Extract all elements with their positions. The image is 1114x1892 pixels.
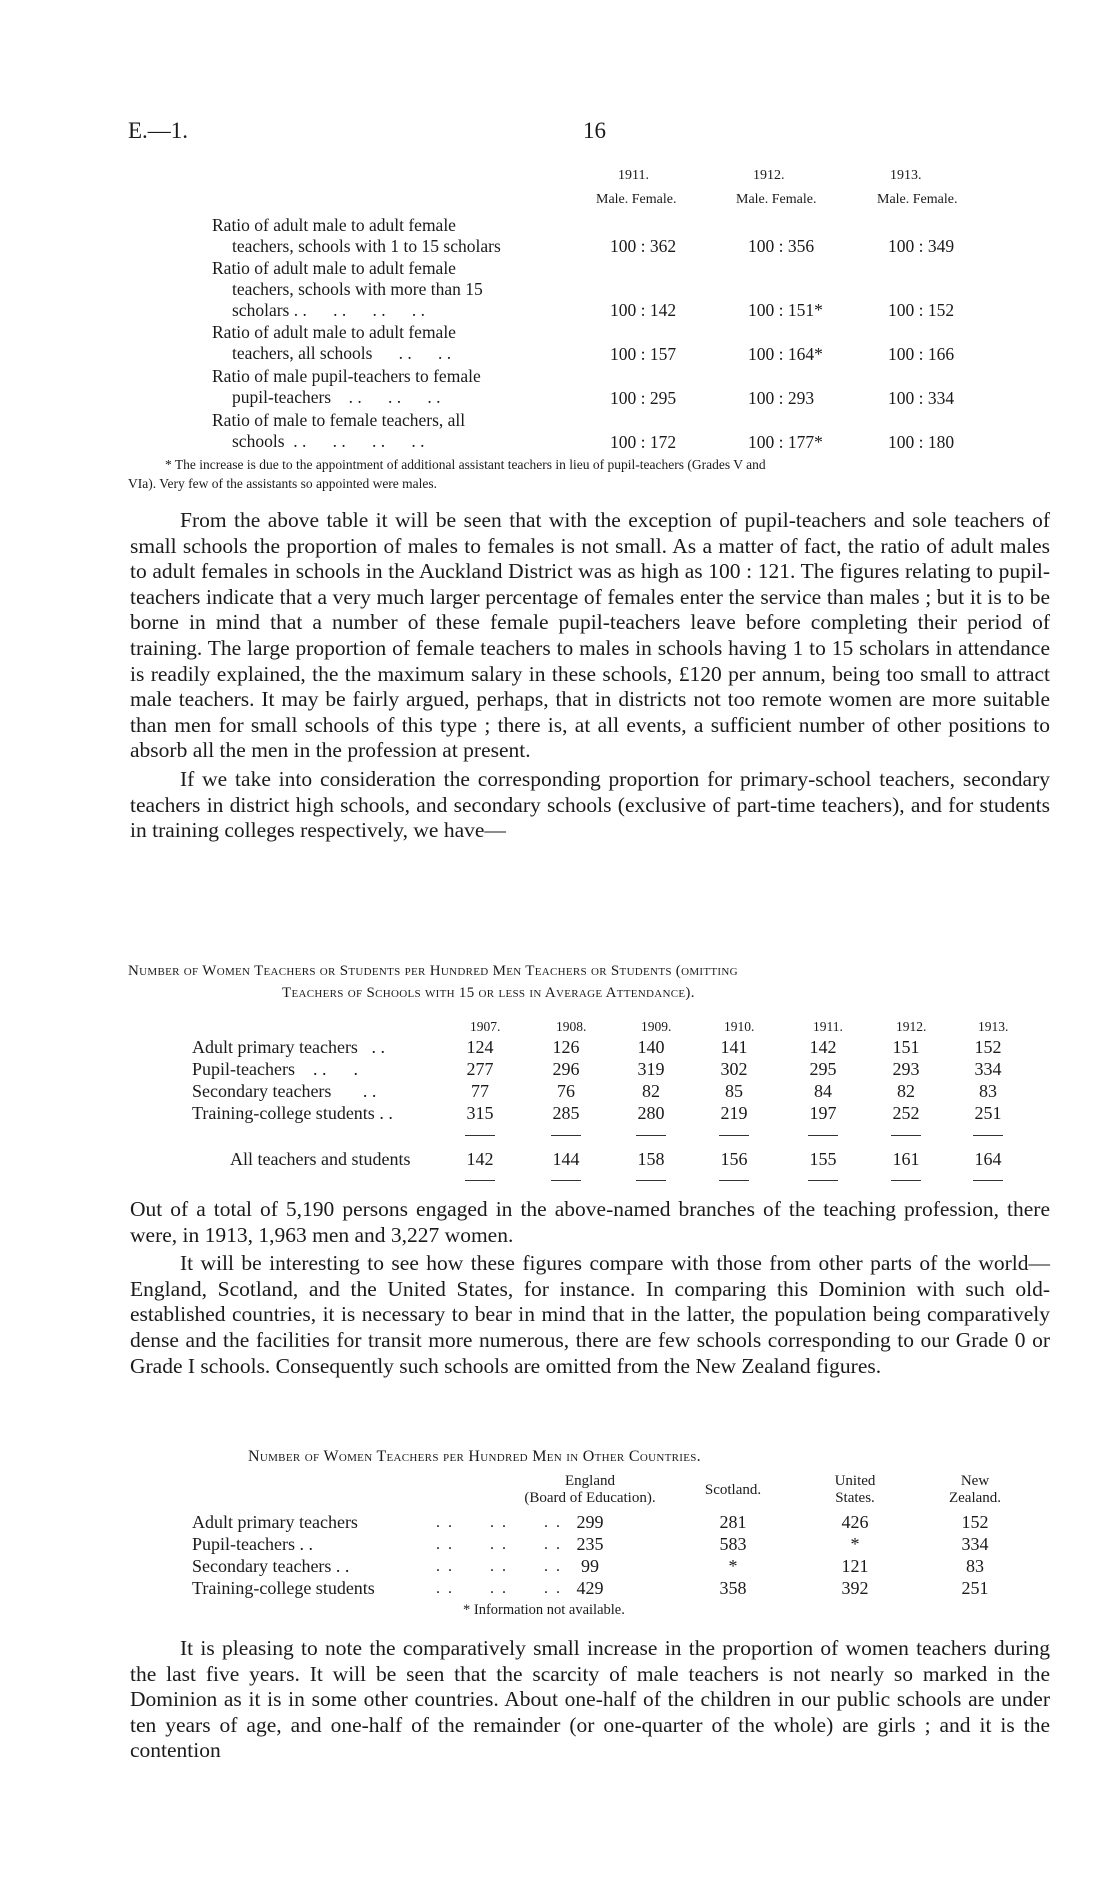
table-cell: 583 bbox=[719, 1534, 747, 1554]
table-row-label: Secondary teachers . . bbox=[192, 1081, 377, 1101]
table-cell: 285 bbox=[552, 1103, 580, 1123]
table-cell: 281 bbox=[719, 1512, 747, 1532]
table-cell: 121 bbox=[841, 1556, 869, 1576]
table-row-label: Adult primary teachers . . bbox=[192, 1037, 385, 1057]
ratio-value: 100 : 142 bbox=[610, 300, 677, 320]
table-cell: * bbox=[728, 1556, 738, 1576]
table-cell: 140 bbox=[637, 1037, 665, 1057]
paragraph: It is pleasing to note the comparatively small increase in the proportion of women teachers during the last five years. It will be seen that the scarcity of male teachers is not nearly so marked in the Dominion as it is in some other countries. About one-half of the children in our public schools are under ten years of age, and one-half of the remainder (or one-quarter of the whole) are girls ; and it is the contention bbox=[130, 1636, 1050, 1763]
table-cell: 319 bbox=[637, 1059, 665, 1079]
total-rule bbox=[551, 1135, 581, 1136]
column-header: Scotland. bbox=[704, 1482, 762, 1498]
table-cell: 152 bbox=[961, 1512, 989, 1532]
body-text bbox=[130, 508, 1050, 844]
table-cell: 295 bbox=[809, 1059, 837, 1079]
total-rule bbox=[891, 1135, 921, 1136]
table-cell: 293 bbox=[892, 1059, 920, 1079]
ratio-value: 100 : 152 bbox=[888, 300, 955, 320]
table-cell: 82 bbox=[642, 1081, 660, 1101]
table-cell: 251 bbox=[961, 1578, 989, 1598]
total-rule bbox=[808, 1135, 838, 1136]
leader-dots: . . . . . . bbox=[436, 1514, 562, 1531]
table-row-label: Training-college students bbox=[192, 1578, 375, 1598]
table-cell: 426 bbox=[841, 1512, 869, 1532]
leader-dots: . . . . . . bbox=[436, 1558, 562, 1575]
ratio-value: 100 : 172 bbox=[610, 432, 677, 452]
ratio-footnote: VIa). Very few of the assistants so appointed were males. bbox=[128, 476, 438, 491]
paragraph: Out of a total of 5,190 persons engaged in the above-named branches of the teaching profession, there were, in 1913, 1,963 men and 3,227 women. bbox=[130, 1197, 1050, 1247]
total-cell: 158 bbox=[637, 1149, 665, 1169]
leader-dots: . . . . . . bbox=[436, 1580, 562, 1597]
column-header: England (Board of Education). bbox=[524, 1473, 656, 1506]
table-row-label: Pupil-teachers . . . bbox=[192, 1059, 358, 1079]
year-header: 1913. bbox=[978, 1019, 1009, 1034]
total-rule bbox=[973, 1180, 1003, 1181]
total-cell: 164 bbox=[974, 1149, 1002, 1169]
total-rule bbox=[719, 1180, 749, 1181]
table-cell: 302 bbox=[720, 1059, 748, 1079]
year-header: 1913. bbox=[890, 168, 922, 183]
year-header: 1910. bbox=[724, 1019, 755, 1034]
year-header: 1907. bbox=[470, 1019, 501, 1034]
total-rule bbox=[465, 1135, 495, 1136]
ratio-row-label: Ratio of male to female teachers, all schools . . . . . . . . bbox=[212, 410, 466, 451]
paragraph: If we take into consideration the corresponding proportion for primary-school teachers, secondary teachers in district high schools, and secondary schools (exclusive of part-time teachers), and for students in training colleges respectively, we have— bbox=[130, 766, 1050, 843]
table-cell: * bbox=[850, 1534, 860, 1554]
total-row-label: All teachers and students bbox=[230, 1149, 411, 1169]
year-header: 1912. bbox=[896, 1019, 927, 1034]
table-cell: 151 bbox=[892, 1037, 920, 1057]
column-header: United States. bbox=[834, 1473, 876, 1506]
ratio-row-label: Ratio of adult male to adult female teachers, schools with more than 15 scholars . . . . . . . . bbox=[212, 258, 483, 320]
year-header: 1909. bbox=[641, 1019, 672, 1034]
table-cell: 277 bbox=[466, 1059, 494, 1079]
total-cell: 144 bbox=[552, 1149, 580, 1169]
document-code: E.—1. bbox=[128, 118, 189, 143]
total-cell: 156 bbox=[720, 1149, 748, 1169]
table-cell: 82 bbox=[897, 1081, 915, 1101]
year-header: 1911. bbox=[618, 168, 649, 183]
table-cell: 429 bbox=[576, 1578, 604, 1598]
table-cell: 296 bbox=[552, 1059, 580, 1079]
table-cell: 76 bbox=[557, 1081, 575, 1101]
total-rule bbox=[636, 1180, 666, 1181]
table-cell: 392 bbox=[841, 1578, 869, 1598]
ratio-value: 100 : 157 bbox=[610, 344, 677, 364]
ratio-row-label: Ratio of adult male to adult female teachers, all schools . . . . bbox=[212, 322, 456, 363]
ratio-value: 100 : 356 bbox=[748, 236, 815, 256]
ratio-value: 100 : 334 bbox=[888, 388, 955, 408]
table-row-label: Pupil-teachers . . bbox=[192, 1534, 313, 1554]
ratio-value: 100 : 180 bbox=[888, 432, 955, 452]
ratio-value: 100 : 177* bbox=[748, 432, 823, 452]
table-cell: 152 bbox=[974, 1037, 1002, 1057]
column-header: New Zealand. bbox=[948, 1473, 1002, 1506]
table-cell: 334 bbox=[974, 1059, 1002, 1079]
total-cell: 142 bbox=[466, 1149, 494, 1169]
year-header: 1908. bbox=[556, 1019, 587, 1034]
table-cell: 235 bbox=[576, 1534, 604, 1554]
ratio-value: 100 : 166 bbox=[888, 344, 955, 364]
ratio-footnote: * The increase is due to the appointment of additional assistant teachers in lieu of pupil-teachers (Grades V and bbox=[165, 457, 766, 472]
ratio-value: 100 : 293 bbox=[748, 388, 815, 408]
table-cell: 84 bbox=[814, 1081, 832, 1101]
table-cell: 280 bbox=[637, 1103, 665, 1123]
total-cell: 155 bbox=[809, 1149, 837, 1169]
table-cell: 334 bbox=[961, 1534, 989, 1554]
sex-subheader: Male. Female. bbox=[877, 192, 958, 207]
total-rule bbox=[551, 1180, 581, 1181]
table-cell: 252 bbox=[892, 1103, 920, 1123]
ratio-value: 100 : 295 bbox=[610, 388, 677, 408]
table-cell: 83 bbox=[966, 1556, 984, 1576]
table-title: Teachers of Schools with 15 or less in Average Attendance). bbox=[282, 985, 695, 1001]
total-rule bbox=[465, 1180, 495, 1181]
table-cell: 197 bbox=[809, 1103, 837, 1123]
body-text bbox=[130, 1197, 1050, 1379]
ratio-row-label: Ratio of male pupil-teachers to female pupil-teachers . . . . . . bbox=[212, 366, 481, 407]
table-row-label: Secondary teachers . . bbox=[192, 1556, 350, 1576]
leader-dots: . . . . . . bbox=[436, 1536, 562, 1553]
ratio-value: 100 : 349 bbox=[888, 236, 955, 256]
year-header: 1911. bbox=[813, 1019, 843, 1034]
sex-subheader: Male. Female. bbox=[596, 192, 677, 207]
total-rule bbox=[636, 1135, 666, 1136]
ratio-value: 100 : 362 bbox=[610, 236, 677, 256]
table-title: Number of Women Teachers or Students per Hundred Men Teachers or Students (omitting bbox=[128, 963, 738, 979]
table-cell: 99 bbox=[581, 1556, 599, 1576]
year-header: 1912. bbox=[753, 168, 785, 183]
total-rule bbox=[719, 1135, 749, 1136]
table-cell: 124 bbox=[466, 1037, 494, 1057]
ratio-value: 100 : 164* bbox=[748, 344, 823, 364]
table-cell: 142 bbox=[809, 1037, 837, 1057]
paragraph: It will be interesting to see how these figures compare with those from other parts of the world—England, Scotland, and the United States, for instance. In comparing this Dominion with such old-established countries, it is necessary to bear in mind that in the latter, the population being comparatively dense and the facilities for transit more numerous, there are few schools corresponding to our Grade 0 or Grade I schools. Consequently such schools are omitted from the New Zealand figures. bbox=[130, 1251, 1050, 1378]
total-rule bbox=[891, 1180, 921, 1181]
table-cell: 141 bbox=[720, 1037, 748, 1057]
table-row-label: Training-college students . . bbox=[192, 1103, 393, 1123]
total-rule bbox=[973, 1135, 1003, 1136]
paragraph: From the above table it will be seen that with the exception of pupil-teachers and sole teachers of small schools the proportion of males to females is not small. As a matter of fact, the ratio of adult males to adult females in schools in the Auckland District was as high as 100 : 121. The figures relating to pupil-teachers indicate that a very much larger percentage of females enter the service than males ; but it is to be borne in mind that a number of these female pupil-teachers leave before completing their period of training. The large proportion of female teachers to males in schools having 1 to 15 scholars in attendance is readily explained, the the maximum salary in these schools, £120 per annum, being too small to attract male teachers. It may be fairly argued, perhaps, that in districts not too remote women are more suitable than men for small schools of this type ; there is, at all events, a sufficient number of other positions to absorb all the men in the profession at present. bbox=[130, 508, 1050, 763]
table-cell: 85 bbox=[725, 1081, 743, 1101]
table-cell: 219 bbox=[720, 1103, 748, 1123]
table-cell: 358 bbox=[719, 1578, 747, 1598]
table-row-label: Adult primary teachers bbox=[192, 1512, 358, 1532]
body-text bbox=[130, 1636, 1050, 1764]
table-cell: 77 bbox=[471, 1081, 489, 1101]
page-number: 16 bbox=[583, 118, 606, 143]
table-cell: 315 bbox=[466, 1103, 494, 1123]
table-cell: 299 bbox=[576, 1512, 604, 1532]
table-cell: 126 bbox=[552, 1037, 580, 1057]
table-cell: 83 bbox=[979, 1081, 997, 1101]
table-title: Number of Women Teachers per Hundred Men in Other Countries. bbox=[248, 1448, 701, 1465]
table-cell: 251 bbox=[974, 1103, 1002, 1123]
ratio-row-label: Ratio of adult male to adult female teachers, schools with 1 to 15 scholars bbox=[212, 215, 501, 256]
total-rule bbox=[808, 1180, 838, 1181]
countries-footnote: * Information not available. bbox=[463, 1602, 625, 1618]
total-cell: 161 bbox=[892, 1149, 920, 1169]
sex-subheader: Male. Female. bbox=[736, 192, 817, 207]
ratio-value: 100 : 151* bbox=[748, 300, 823, 320]
